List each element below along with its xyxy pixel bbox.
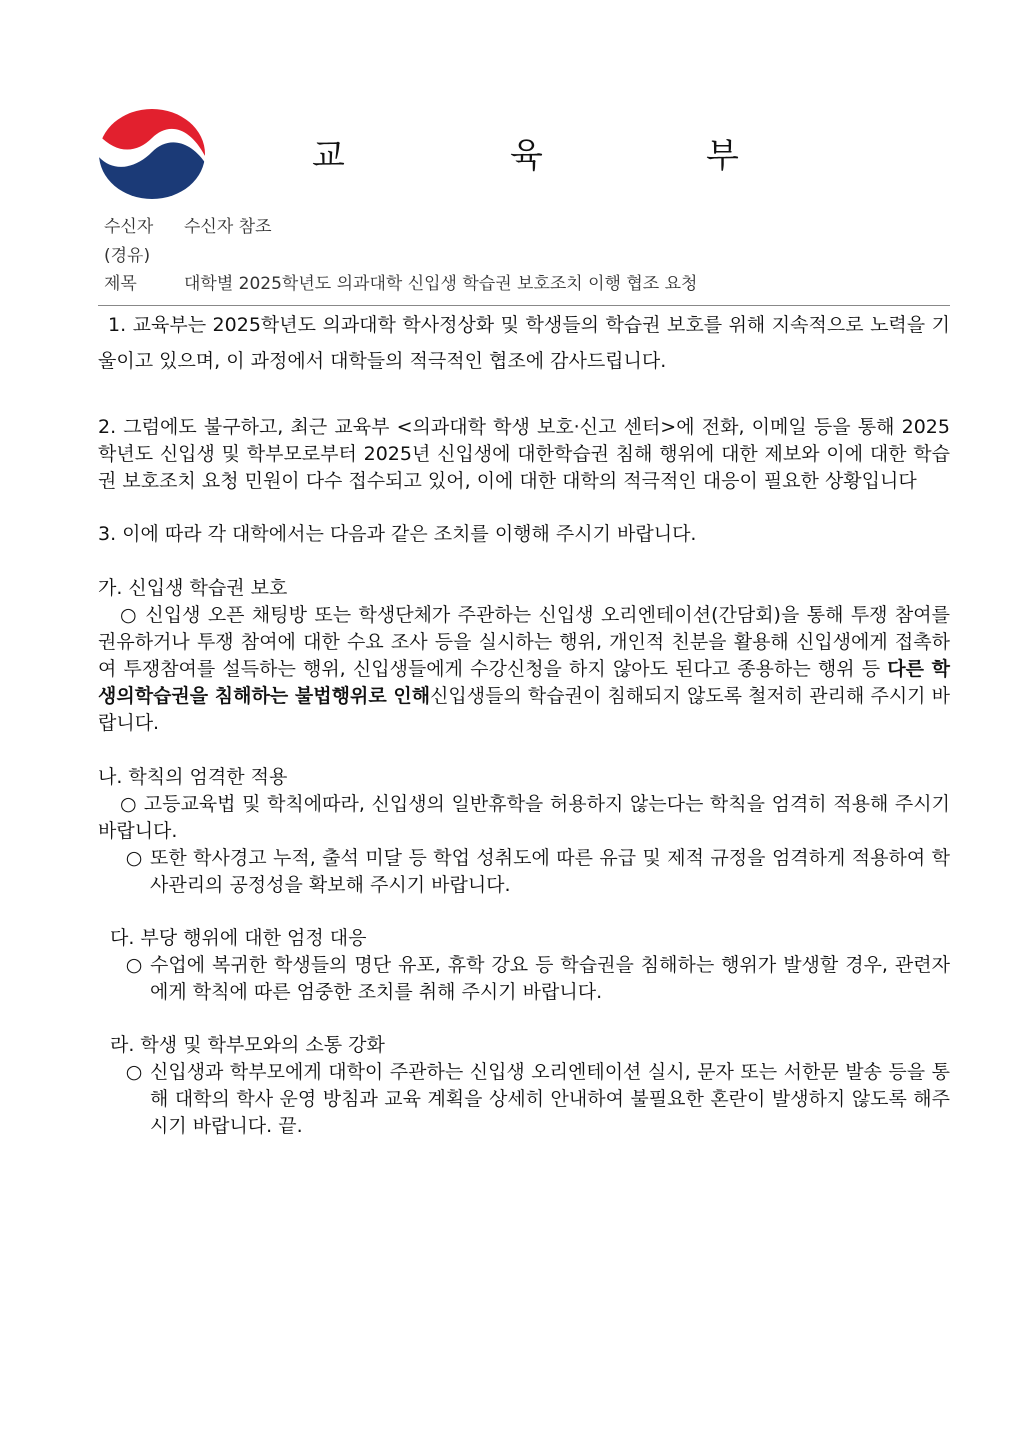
section-ga-text-bold: 다른 학생의학습권을 침해하는 불법행위로 인해 <box>98 658 950 707</box>
section-ra-title: 라. 학생 및 학부모와의 소통 강화 <box>110 1034 385 1056</box>
section-da-title: 다. 부당 행위에 대한 엄정 대응 <box>110 927 367 949</box>
bullet-mark: ○ <box>125 847 143 869</box>
section-da-bullet <box>118 952 950 1006</box>
org-title-char: 육 <box>510 136 543 176</box>
section-da-bullet-text: 수업에 복귀한 학생들의 명단 유포, 휴학 강요 등 학습권을 침해하는 행위가 발생할 경우, 관련자에게 학칙에 따른 엄중한 조치를 취해 주시기 바랍니다. <box>150 954 950 1003</box>
organization-title <box>230 128 830 176</box>
section-ra-bullet <box>118 1059 950 1140</box>
org-title-char: 교 <box>312 136 345 176</box>
paragraph-1: 1. 교육부는 2025학년도 의과대학 학사정상화 및 학생들의 학습권 보호를 위해 지속적으로 노력을 기울이고 있으며, 이 과정에서 대학들의 적극적인 협조에 감사드립니다. <box>98 314 950 372</box>
recipient-label: 수신자 <box>104 217 154 237</box>
bullet-mark: ○ <box>120 604 138 626</box>
section-na-bullet-2 <box>118 845 950 899</box>
paragraph-2: 2. 그럼에도 불구하고, 최근 교육부 <의과대학 학생 보호·신고 센터>에 전화, 이메일 등을 통해 2025학년도 신입생 및 학부모로부터 2025년 신입생에 대한학습권 침해 행위에 대한 제보와 이에 대한 학습권 보호조치 요청 민원이 다수 접수되고 있어, 이에 대한 대학의 적극적인 대응이 필요한 상황입니다 <box>98 416 950 492</box>
recipient-row <box>104 216 272 238</box>
paragraph-3: 3. 이에 따라 각 대학에서는 다음과 같은 조치를 이행해 주시기 바랍니다. <box>98 523 697 545</box>
taegeuk-emblem-icon <box>98 108 206 200</box>
header-divider <box>98 305 950 306</box>
subject-label: 제목 <box>104 274 137 294</box>
subject-row <box>104 273 697 295</box>
section-na-bullet-1: ○ 고등교육법 및 학칙에따라, 신입생의 일반휴학을 허용하지 않는다는 학칙을 엄격히 적용해 주시기 바랍니다. <box>98 793 950 842</box>
section-ga-text-after: 신입생들의 학습권이 침해되지 않도록 철저히 관리해 주시기 바랍니다. <box>98 685 950 734</box>
section-na-title: 나. 학칙의 엄격한 적용 <box>98 766 288 788</box>
document-body <box>98 308 950 1140</box>
bullet-mark: ○ <box>125 1061 143 1083</box>
subject-value: 대학별 2025학년도 의과대학 신입생 학습권 보호조치 이행 협조 요청 <box>184 274 698 294</box>
section-ga-text-before: 신입생 오픈 채팅방 또는 학생단체가 주관하는 신입생 오리엔테이션(간담회)을 통해 투쟁 참여를 권유하거나 투쟁 참여에 대한 수요 조사 등을 실시하는 행위, 개인적 친분을 활용해 신입생에게 접촉하여 투쟁참여를 설득하는 행위, 신입생들에게 수강신청을 하지 않아도 된다고 종용하는 행위 등 <box>98 604 950 680</box>
via-row <box>104 245 150 267</box>
org-title-char: 부 <box>706 136 739 176</box>
recipient-value: 수신자 참조 <box>184 217 272 237</box>
section-ga-bullet <box>98 602 950 737</box>
via-label: (경유) <box>104 246 151 266</box>
bullet-mark: ○ <box>125 954 143 976</box>
section-ra-bullet-text: 신입생과 학부모에게 대학이 주관하는 신입생 오리엔테이션 실시, 문자 또는 서한문 발송 등을 통해 대학의 학사 운영 방침과 교육 계획을 상세히 안내하여 불필요한 혼란이 발생하지 않도록 해주시기 바랍니다. 끝. <box>150 1061 950 1137</box>
section-ga-title: 가. 신입생 학습권 보호 <box>98 577 288 599</box>
section-na-bullet-2-text: 또한 학사경고 누적, 출석 미달 등 학업 성취도에 따른 유급 및 제적 규정을 엄격하게 적용하여 학사관리의 공정성을 확보해 주시기 바랍니다. <box>150 847 950 896</box>
